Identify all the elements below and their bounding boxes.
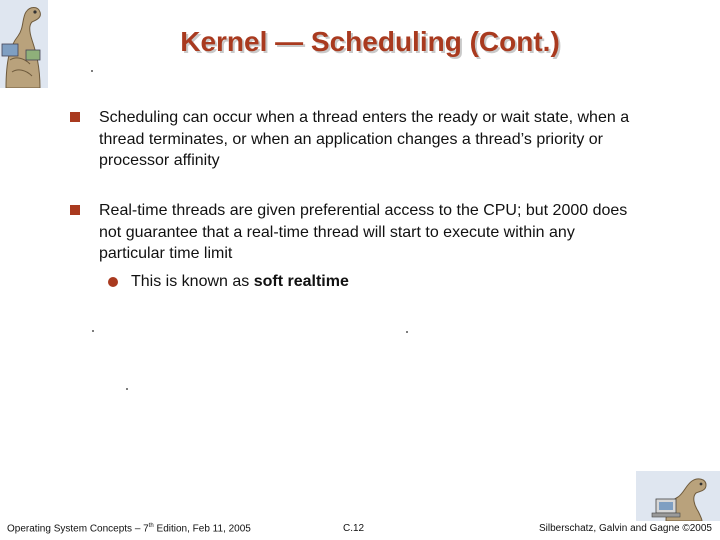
slide-title: Kernel — Scheduling (Cont.)	[180, 26, 560, 57]
footer-left-prefix: Operating System Concepts – 7	[7, 523, 149, 534]
square-bullet-icon	[70, 205, 80, 215]
sub-bullet-emphasis: soft realtime	[253, 273, 349, 290]
stray-mark	[406, 331, 408, 333]
footer-left-superscript: th	[148, 522, 154, 529]
footer-page-number: C.12	[343, 523, 365, 534]
footer-left-suffix: Edition, Feb 11, 2005	[153, 523, 251, 534]
stray-mark	[91, 70, 93, 72]
bullet-text: Real-time threads are given preferential access to the CPU; but 2000 does not guarantee that a real-time thread will start to execute within any particular time limit	[99, 202, 628, 262]
sub-bullet-text	[131, 271, 349, 292]
footer-copyright: Silberschatz, Galvin and Gagne ©2005	[538, 523, 712, 534]
dinosaur-icon	[0, 0, 48, 88]
square-bullet-icon	[70, 112, 80, 122]
bullet-text: Scheduling can occur when a thread enters the ready or wait state, when a thread terminates, or when an application changes a thread’s priority or processor affinity	[99, 109, 630, 169]
sub-bullet-prefix: This is known as	[131, 273, 254, 290]
footer-course-edition	[7, 523, 251, 534]
dinosaur-laptop-icon	[636, 471, 720, 521]
round-bullet-icon	[108, 277, 118, 287]
bullet-item	[70, 107, 640, 172]
sub-bullet-item	[108, 271, 349, 292]
stray-mark	[126, 388, 128, 390]
stray-mark	[92, 330, 94, 332]
bullet-item	[70, 200, 640, 265]
